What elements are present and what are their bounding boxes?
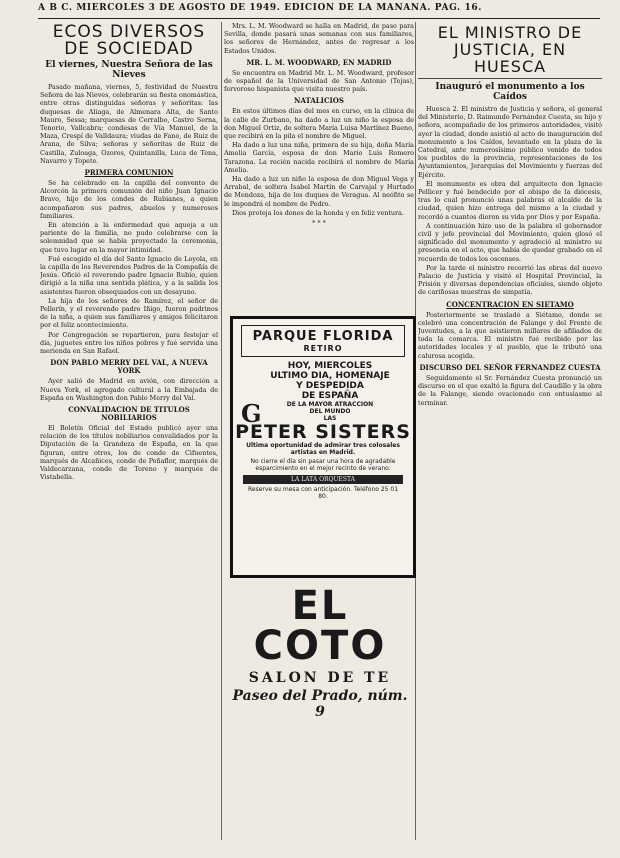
separator-stars: * * * xyxy=(312,219,326,228)
column-society xyxy=(40,22,218,844)
subhead-titulos: CONVALIDACION DE TITULOS NOBILIARIOS xyxy=(68,404,190,422)
advert-coto-name: EL COTO xyxy=(253,583,387,669)
advert-reservations: Reserve su mesa con anticipación. Teléfono 25 01 80. xyxy=(247,486,399,500)
advert-parque-florida xyxy=(230,316,416,578)
paragraph: Se ha celebrado en la capilla del convento de Alcorcón la primera comunión del niño Juan Ignacio Bravo, hijo de los condes de Rubianes, a quien acompañaron sus padres, abuelos y numerosos familiares. xyxy=(40,179,218,220)
paragraph: Mrs. L. M. Woodward se halla en Madrid, de paso para Sevilla, donde pasará unas semanas con sus familiares, los señores de Hernández, antes de regresar a los Estados Unidos. xyxy=(224,22,414,55)
advert-small-print: No cierre el día sin pasar una hora de agradable esparcimiento en el mejor recinto de verano. xyxy=(250,458,396,472)
subhead-natalicios: NATALICIOS xyxy=(294,96,344,106)
advert-venue-sub: RETIRO xyxy=(303,344,343,353)
paragraph: El monumento es obra del arquitecto don Ignacio Pellicer y fué bendecido por el obispo de la diócesis, tras lo cual pronunció unas palabras el alcalde de la ciudad, quien hizo entrega del mismo a la ciudad y recordó a cuantos dieron su vida por Dios y por España. xyxy=(418,179,602,221)
advert-line: LAS xyxy=(323,415,337,422)
paragraph: Huesca 2. El ministro de Justicia y señora, el general del Ministerio, D. Raimundo Fernández Cuesta, su hijo y señora, acompañado de los primeros autoridades, visitó ayer la ciudad, donde asistió al acto de inauguración del monumento a los Caídos, levantado en la plaza de la Catedral, ante numerosísimo público venido de todos los pueblos de la provincia, representaciones de los Ayuntamientos, Jerarquías del Movimiento y fuerzas del Ejército. xyxy=(418,105,602,179)
subhead-sietamo: CONCENTRACION EN SIETAMO xyxy=(446,299,574,309)
paragraph: Ayer salió de Madrid en avión, con dirección a Nueva York, el agregado cultural a la Embajada de España en Washington don Pablo Merry del Val. xyxy=(40,377,218,402)
advert-venue-name: PARQUE FLORIDA xyxy=(252,329,394,344)
subhead-woodward: MR. L. M. WOODWARD, EN MADRID xyxy=(246,57,392,67)
article-subtitle: Inauguró el monumento a los Caídos xyxy=(435,82,585,102)
paragraph: En estos últimos días del mes en curso, en la clínica de la calle de Zurbano, ha dado a luz un niño la esposa de don Miguel Ortiz, de soltera María Luisa Martínez Bueno, que recibirá en la pila el nombre de Miguel. xyxy=(224,107,414,141)
paragraph: Se encuentra en Madrid Mr. L. M. Woodward, profesor de español de la Universidad de San Antonio (Tejas), fervoroso hispanista que visita nuestro país. xyxy=(224,68,414,94)
subhead-merry: DON PABLO MERRY DEL VAL, A NUEVA YORK xyxy=(50,358,208,376)
advert-coto-salon: SALON DE TE xyxy=(248,670,392,686)
advert-orchestra: LA LATA ORQUESTA xyxy=(243,475,403,484)
advert-line: HOY, MIERCOLES xyxy=(287,361,373,371)
paragraph: Seguidamente el Sr. Fernández Cuesta pronunció un discurso en el que exaltó la figura del Caudillo y la obra de la Falange, siendo ovacionado con entusiasmo al terminar. xyxy=(418,373,602,407)
advert-headliner: PETER SISTERS xyxy=(235,421,411,443)
paragraph: A continuación hizo uso de la palabra el gobernador civil y jefe provincial del Movimiento, quien glosó el significado del monumento y agradeció al ministro su presencia en el acto, que había de quedar grabado en el recuerdo de todos los oscenses. xyxy=(418,221,602,263)
column-middle xyxy=(224,22,414,312)
advert-line: ULTIMO DIA, HOMENAJE xyxy=(270,371,390,381)
paragraph: Pasado mañana, viernes, 5, festividad de Nuestra Señora de las Nieves, celebrarán su fiesta onomástica, entre otras distinguidas señoras y señoritas: las duquesas de Aliaga, de Almenara Alta, de Santo Mauro, Sessa; marquesas de Cerralbo, Castro Serna, Tenorio, Vallcabra; condesas de Vía Manuel, de la Maza, Crespí de Valldaura; viudas de Fano, de Ruiz de Arana, de Silva; señoras y señoritas de Ruiz de Castilla, Zuloaga, Ozores, Quintanilla, Luca de Tena, Navarro y Topete. xyxy=(40,83,218,165)
paragraph: La hija de los señores de Ramírez, el señor de Pellerín, y el reverendo padre Iñigo, fueron padrinos de la niña, a quien sus familiares y amigos felicitaron por el feliz acontecimiento. xyxy=(40,296,218,330)
subhead-comunion: PRIMERA COMUNION xyxy=(84,168,174,178)
advert-el-coto xyxy=(230,582,410,720)
paragraph: Posteriormente se trasladó a Siétamo, donde se celebró una concentración de Falange y del Frente de Juventudes, a la que asistieron millares de afiliados de toda la comarca. El ministro fué recibido por las autoridades locales y el pueblo, que le tributó una calurosa acogida. xyxy=(418,310,602,360)
advert-line: Ultima oportunidad de admirar tres colosales artistas en Madrid. xyxy=(246,442,400,456)
advert-line: DEL MUNDO xyxy=(309,408,351,415)
divider xyxy=(418,78,602,79)
paragraph: Fué escogido el día del Santo Ignacio de Loyola, en la capilla de los Reverendos Padres de la Compañía de Jesús. Ofició el reverendo padre Ignacio Rubio, quien dirigió a la niña una sentida plática, y a la salida los asistentes fueron obsequiados con un desayuno. xyxy=(40,254,218,296)
paragraph: Ha dado a luz un niño la esposa de don Miguel Vega y Arrabal, de soltera Isabel Martín de Carvajal y Hurtado de Mendoza, hija de los duques de Veragua. Al neófito se le impondrá el nombre de Pedro. xyxy=(224,175,414,208)
article-title: EL MINISTRO DE JUSTICIA, EN HUESCA xyxy=(437,23,583,76)
paragraph: En atención a la enfermedad que aqueja a un pariente de la familia, no pudo celebrarse con la solemnidad que se había proyectado la ceremonia, que tuvo lugar en la mayor intimidad. xyxy=(40,221,218,254)
masthead: A B C. MIERCOLES 3 DE AGOSTO DE 1949. EDICION DE LA MAÑANA. PAG. 16. xyxy=(38,3,482,13)
advert-line: DE ESPAÑA xyxy=(301,391,359,401)
article-subtitle: El viernes, Nuestra Señora de las Nieves xyxy=(45,60,213,80)
section-title: ECOS DIVERSOS DE SOCIEDAD xyxy=(52,22,206,59)
paragraph: Dios proteja los dones de la honda y en feliz ventura. xyxy=(232,208,404,217)
paragraph: El Boletín Oficial del Estado publicó ayer una relación de los títulos nobiliarios convalidados por la Diputación de la Grandeza de España, en la que figuran, entre otros, los de conde de Cifuentes, marqués de Alcañices, conde de Peñaflor, marqués de Valdecarzana, conde de Toreno y marqués de Vistabella. xyxy=(40,423,218,482)
column-justicia xyxy=(418,22,602,844)
masthead-rule xyxy=(38,18,600,19)
advert-header-box xyxy=(241,325,405,357)
advert-line: DE LA MAYOR ATRACCION xyxy=(286,401,374,408)
advert-logo-letter: G xyxy=(241,399,262,428)
advert-line: Y DESPEDIDA xyxy=(296,381,364,391)
column-rule xyxy=(221,22,222,840)
subhead-discurso: DISCURSO DEL SEÑOR FERNANDEZ CUESTA xyxy=(419,362,601,372)
advert-coto-address: Paseo del Prado, núm. 9 xyxy=(232,688,408,720)
paragraph: Ha dado a luz una niña, primera de su hija, doña María Amelia García, esposa de don Mario Luis Romero Tarazona. La recién nacida recibirá el nombre de María Amelia. xyxy=(224,141,414,174)
paragraph: Por Congregación se repartieron, para festejar el día, juguetes entre los niños pobres y fué servida una merienda en San Rafael. xyxy=(40,330,218,356)
paragraph: Por la tarde el ministro recorrió las obras del nuevo Palacio de Justicia y visitó el Hospital Provincial, la Prisión y diversas dependencias oficiales, siendo objeto de cariñosas muestras de simpatía. xyxy=(418,263,602,297)
